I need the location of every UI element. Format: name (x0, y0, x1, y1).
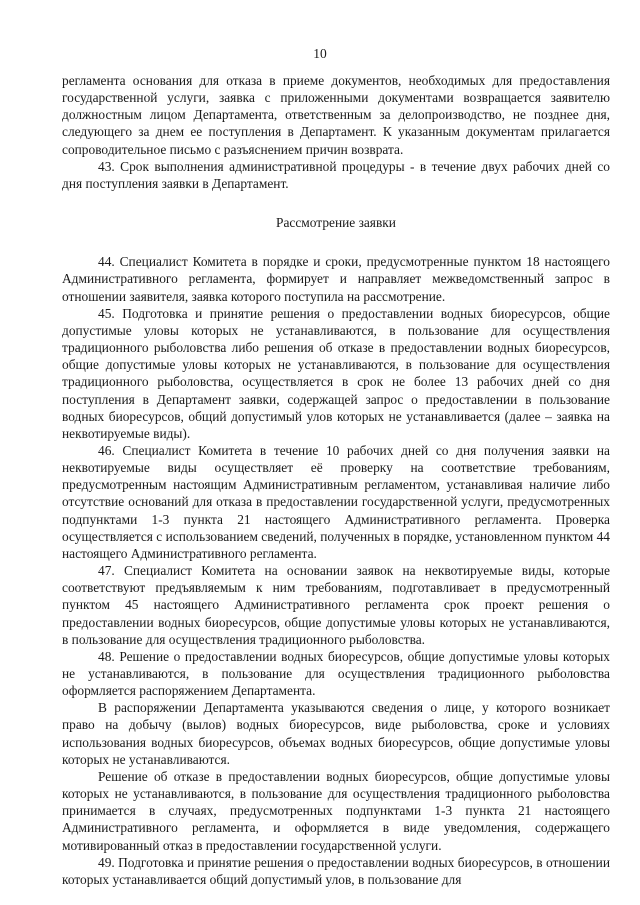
section-title: Рассмотрение заявки (276, 215, 396, 231)
paragraph-continuation: регламента основания для отказа в приеме документов, необходимых для предоставления государственной услуги, заявка с приложенными документами возвращается заявителю должностным лицом Департамента, ответственным за делопроизводство, не позднее дня, следующего за днем ее поступления в Департамент. К указанным документам прилагается сопроводительное письмо с разъяснением причин возврата. (62, 73, 610, 157)
document-body (62, 72, 610, 888)
page-number: 10 (313, 46, 327, 61)
paragraph-49: 49. Подготовка и принятие решения о предоставлении водных биоресурсов, в отношении которых устанавливается общий допустимый улов, в пользование для (62, 854, 610, 887)
paragraph-48-order-details: В распоряжении Департамента указываются сведения о лице, у которого возникает право на добычу (вылов) водных биоресурсов, виде рыболовства, сроке и условиях использования водных биоресурсов, объемах водных биоресурсов, общие допустимые уловы которых не устанавливаются. (62, 700, 610, 767)
paragraph-46: 46. Специалист Комитета в течение 10 рабочих дней со дня получения заявки на неквотируемые виды осуществляет её проверку на соответствие требованиям, предусмотренным настоящим Административным регламентом, устанавливая наличие либо отсутствие оснований для отказа в предоставлении государственной услуги, предусмотренных подпунктами 1-3 пункта 21 настоящего Административного регламента. Проверка осуществляется с использованием сведений, полученных в порядке, установленном пунктом 44 настоящего Административного регламента. (62, 442, 610, 561)
paragraph-48-refusal: Решение об отказе в предоставлении водных биоресурсов, общие допустимые уловы которых не устанавливаются, в пользование для осуществления традиционного рыболовства принимается в случаях, предусмотренных подпунктами 1-3 пункта 21 настоящего Административного регламента, и оформляется в виде уведомления, содержащего мотивированный отказ в предоставлении государственной услуги. (62, 768, 610, 853)
paragraph-45: 45. Подготовка и принятие решения о предоставлении водных биоресурсов, общие допустимые уловы которых не устанавливаются, в пользование для осуществления традиционного рыболовства либо решения об отказе в предоставлении водных биоресурсов, общие допустимые уловы которых не устанавливаются, в пользование для осуществления традиционного рыболовства, осуществляется в срок не более 13 рабочих дней со дня поступления в Департамент заявки, содержащей запрос о предоставлении в пользование водных биоресурсов, общий допустимый улов которых не устанавливается (далее – заявка на неквотируемые виды). (62, 305, 610, 441)
paragraph-44: 44. Специалист Комитета в порядке и сроки, предусмотренные пунктом 18 настоящего Административного регламента, формирует и направляет межведомственный запрос в отношении заявителя, заявка которого поступила на рассмотрение. (62, 254, 610, 304)
paragraph-47: 47. Специалист Комитета на основании заявок на неквотируемые виды, которые соответствуют предъявляемым к ним требованиям, подготавливает в предусмотренный пунктом 45 настоящего Административного регламента срок проект решения о предоставлении водных биоресурсов, общие допустимые уловы которых не устанавливаются, в пользование для осуществления традиционного рыболовства. (62, 563, 610, 647)
paragraph-43: 43. Срок выполнения административной процедуры - в течение двух рабочих дней со дня поступления заявки в Департамент. (62, 158, 610, 191)
paragraph-48: 48. Решение о предоставлении водных биоресурсов, общие допустимые уловы которых не устанавливаются, в пользование для осуществления традиционного рыболовства оформляется распоряжением Департамента. (62, 648, 610, 699)
